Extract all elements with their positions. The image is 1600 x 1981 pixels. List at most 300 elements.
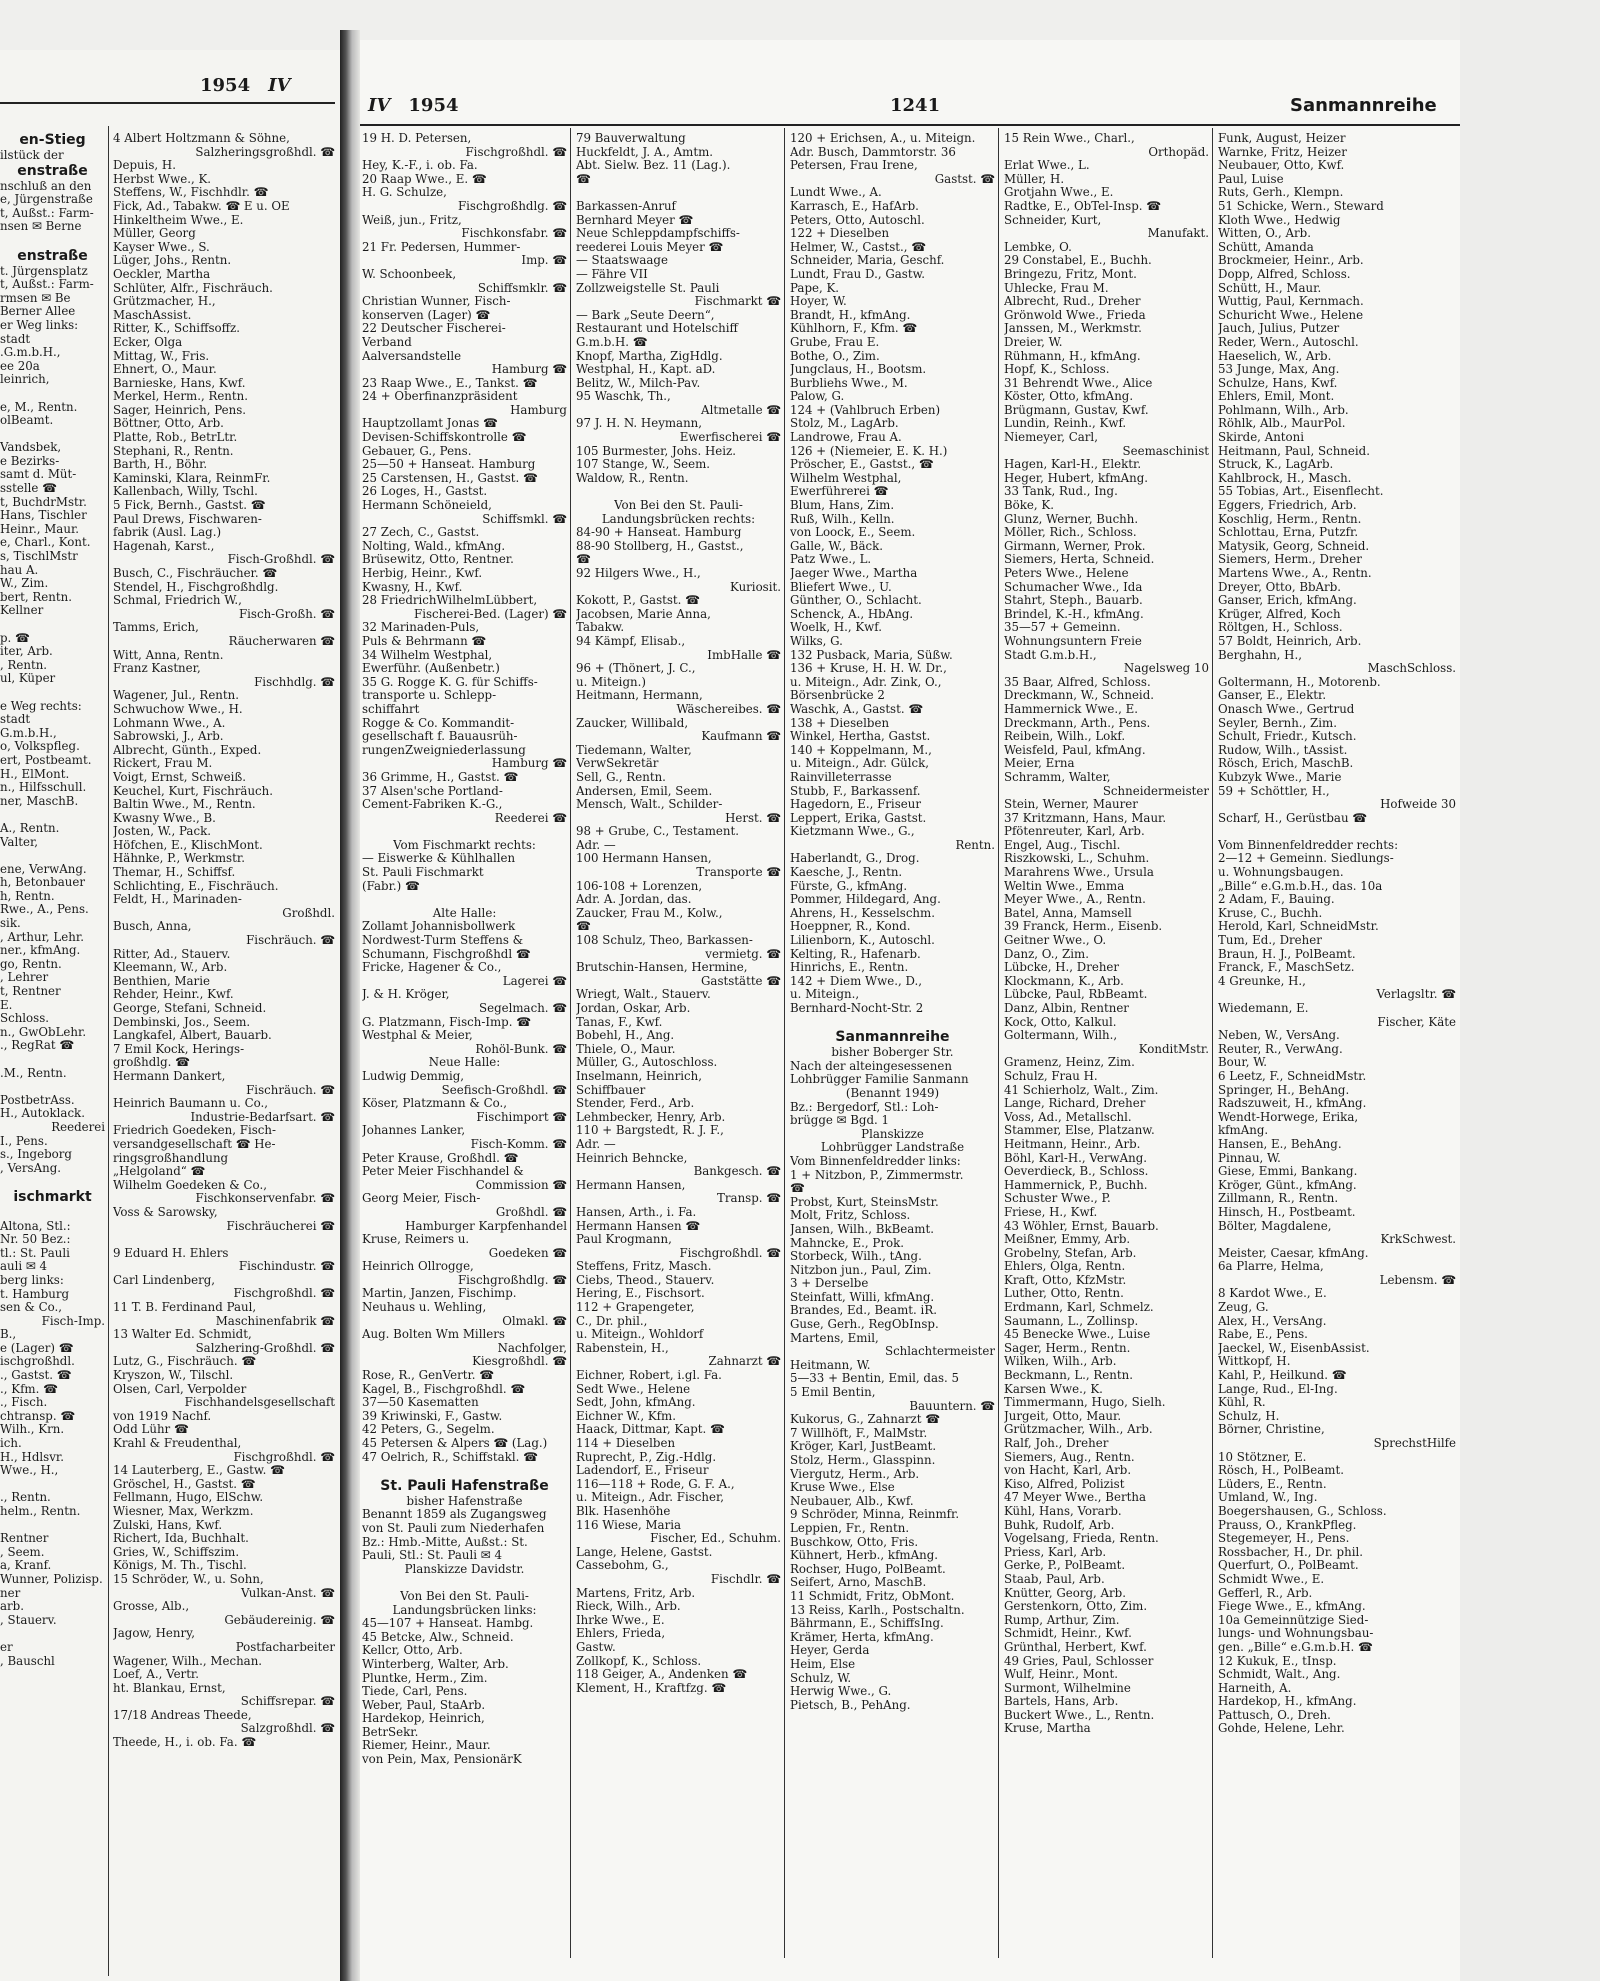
directory-line: Rabenstein, H., (576, 1341, 669, 1355)
directory-line: Schulz, H. (1218, 1409, 1280, 1423)
directory-line: 140 + Koppelmann, M., (790, 743, 932, 757)
directory-line: Fisch-Komm. ☎ (470, 1137, 567, 1151)
directory-line: E. (0, 998, 13, 1012)
directory-line: stadt (0, 332, 31, 346)
directory-line: Neubauer, Otto, Kwf. (1218, 159, 1345, 173)
directory-line: Kleemann, W., Arb. (113, 961, 228, 975)
directory-line: Dreyer, Otto, BbArb. (1218, 580, 1342, 594)
directory-line: Jauch, Julius, Putzer (1218, 322, 1340, 336)
directory-line: 98 + Grube, C., Testament. (576, 825, 739, 839)
directory-line: Neubauer, Alb., Kwf. (790, 1494, 914, 1508)
directory-line: Hofweide 30 (1380, 798, 1456, 812)
directory-line: Ihrke Wwe., E. (576, 1613, 665, 1627)
directory-line: ht. Blankau, Ernst, (113, 1681, 226, 1695)
directory-line: Adr. — (576, 1137, 616, 1151)
directory-line: Jagow, Henry, (113, 1627, 195, 1641)
directory-line: Eichner W., Kfm. (576, 1409, 676, 1423)
directory-line: Sager, Heinrich, Pens. (113, 403, 247, 417)
directory-line: Kryszon, W., Tilschl. (113, 1369, 234, 1383)
directory-line: Lundt, Frau D., Gastw. (790, 267, 926, 281)
directory-line: KrkSchwest. (1380, 1233, 1456, 1247)
directory-line: Kühnert, Herb., kfmAng. (790, 1549, 939, 1563)
directory-line: Rabe, E., Pens. (1218, 1328, 1308, 1342)
directory-line: Vandsbek, (0, 441, 62, 455)
directory-line: Heitmann, Paul, Schneid. (1218, 444, 1370, 458)
directory-line: Hamburg (510, 403, 567, 417)
right-header-year: 1954 (408, 94, 459, 116)
directory-line: 39 Franck, Herm., Eisenb. (1004, 920, 1163, 934)
directory-line: Altmetalle ☎ (701, 403, 781, 417)
directory-line: Feldt, H., Marinaden- (113, 893, 242, 907)
directory-line: Reederei ☎ (494, 811, 567, 825)
directory-line: Lagerei ☎ (502, 974, 567, 988)
directory-line: Jungclaus, H., Bootsm. (790, 363, 927, 377)
directory-line: G.m.b.H., (0, 726, 57, 740)
directory-line: Springer, H., BehAng. (1218, 1083, 1350, 1097)
directory-line: W., Zim. (0, 577, 49, 591)
directory-line: Klockmann, K., Arb. (1004, 974, 1124, 988)
directory-line: Sell, G., Rentn. (576, 770, 666, 784)
directory-line: 28 FriedrichWilhelmLübbert, (362, 594, 538, 608)
directory-line: ischmarkt (13, 1188, 92, 1205)
directory-line: Grünthal, Herbert, Kwf. (1004, 1640, 1147, 1654)
directory-line: Hoeppner, R., Kond. (790, 920, 911, 934)
directory-line: C., Dr. phil., (576, 1314, 648, 1328)
directory-line: Börner, Christine, (1218, 1423, 1325, 1437)
directory-line: 6a Plarre, Helma, (1218, 1260, 1324, 1274)
directory-line: Pape, K. (790, 281, 840, 295)
directory-line: 8 Kardot Wwe., E. (1218, 1287, 1327, 1301)
directory-line (576, 485, 781, 499)
directory-line: Neuhaus u. Wehling, (362, 1301, 487, 1315)
directory-line: Friedrich Goedeken, Fisch- (113, 1124, 276, 1138)
right-header-left (368, 90, 459, 120)
directory-line: 53 Junge, Max, Ang. (1218, 363, 1340, 377)
directory-line: Gastw. (576, 1640, 616, 1654)
directory-line: n., GwObLehr. (0, 1025, 87, 1039)
directory-line: , VersAng. (0, 1161, 62, 1175)
directory-line: Lehmbecker, Henry, Arb. (576, 1110, 726, 1124)
directory-line: Herwig Wwe., G. (790, 1685, 892, 1699)
directory-line: Jaeckel, W., EisenbAssist. (1218, 1341, 1370, 1355)
directory-line: Gebäudereinig. ☎ (224, 1613, 335, 1627)
directory-line: Wäschereibes. ☎ (676, 702, 781, 716)
directory-line: Johannes Lanker, (362, 1124, 466, 1138)
directory-line: Brockmeier, Heinr., Arb. (1218, 254, 1364, 268)
directory-line: Ölmakl. ☎ (502, 1314, 567, 1328)
page-number: 1241 (890, 94, 941, 116)
directory-line: Von Bei den St. Pauli- (614, 499, 743, 513)
directory-line: 14 Lauterberg, E., Gastw. ☎ (113, 1464, 285, 1478)
directory-line: Oeverdieck, B., Schloss. (1004, 1165, 1149, 1179)
directory-line: SprechstHilfe (1373, 1437, 1456, 1450)
directory-line: Dembinski, Jos., Seem. (113, 1015, 251, 1029)
directory-line: 23 Raap Wwe., E., Tankst. ☎ (362, 376, 538, 390)
directory-line: Cassebohm, G., (576, 1559, 669, 1573)
directory-line: Brügmann, Gustav, Kwf. (1004, 403, 1149, 417)
directory-line: Hagedorn, E., Friseur (790, 798, 921, 812)
directory-line: Schiffsrepar. ☎ (240, 1695, 335, 1709)
directory-line: Heinrich Ollrogge, (362, 1260, 474, 1274)
directory-line: 97 J. H. N. Heymann, (576, 417, 703, 431)
directory-line: Klement, H., Kraftfzg. ☎ (576, 1681, 727, 1695)
directory-line (362, 825, 567, 839)
directory-line: Fischmarkt ☎ (694, 295, 781, 309)
directory-line: Fellmann, Hugo, ElSchw. (113, 1491, 264, 1505)
directory-line: Fick, Ad., Tabakw. ☎ E u. OE (113, 199, 290, 213)
directory-line: Günther, O., Schlacht. (790, 594, 922, 608)
directory-line: u. Miteign., Adr. Zink, O., (790, 675, 942, 689)
directory-line: Lübcke, H., Dreher (1004, 961, 1120, 975)
directory-line: transporte u. Schlepp- (362, 689, 497, 703)
directory-line: Hering, E., Fischsort. (576, 1287, 705, 1301)
directory-line: Marahrens Wwe., Ursula (1004, 866, 1154, 880)
directory-line: Tanas, F., Kwf. (576, 1015, 663, 1029)
directory-line: Mensch, Walt., Schilder- (576, 798, 723, 812)
directory-line: Leppert, Erika, Gastst. (790, 811, 927, 825)
directory-line: Rickert, Frau M. (113, 757, 213, 771)
directory-line: Fischkonsfabr. ☎ (461, 227, 567, 241)
directory-line: W. Schoonbeek, (362, 267, 457, 281)
directory-line: 96 + (Thönert, J. C., (576, 662, 696, 676)
directory-line: 9 Eduard H. Ehlers (113, 1246, 229, 1260)
directory-line: Weltin Wwe., Emma (1004, 879, 1125, 893)
directory-line: Skirde, Antoni (1218, 431, 1305, 445)
directory-line: Postfacharbeiter (235, 1640, 335, 1654)
directory-line: enstraße (17, 247, 88, 264)
directory-line: Dreier, W. (1004, 335, 1063, 349)
directory-line: Ehlers, Olga, Rentn. (1004, 1260, 1126, 1274)
directory-line: 57 Boldt, Heinrich, Arb. (1218, 634, 1362, 648)
directory-line: Schiffsmkl. ☎ (482, 512, 567, 526)
directory-line: , Stauerv. (0, 1613, 57, 1627)
directory-line: hau A. (0, 563, 39, 577)
directory-line: tl.: St. Pauli (0, 1246, 70, 1260)
directory-line: Wilhelm Goedeken & Co., (113, 1178, 267, 1192)
directory-line: Köser, Platzmann & Co., (362, 1097, 508, 1111)
directory-line (0, 1478, 105, 1492)
directory-line: Jurgeit, Otto, Maur. (1004, 1409, 1122, 1423)
directory-line: u. Miteign., (790, 988, 860, 1002)
left-page (0, 50, 340, 1981)
directory-line: Lange, Richard, Dreher (1004, 1097, 1146, 1111)
directory-line: Ahrens, H., Kesselschm. (790, 906, 935, 920)
directory-line: sik. (0, 917, 21, 931)
directory-line: Hermann Schöneield, (362, 499, 492, 513)
directory-line: Albrecht, Rud., Dreher (1004, 295, 1141, 309)
directory-line: 24 + Oberfinanzpräsident (362, 390, 518, 404)
directory-line: Niemeyer, Carl, (1004, 431, 1098, 445)
directory-line: Umland, W., Ing. (1218, 1491, 1318, 1505)
directory-line: versandgesellschaft ☎ He- (113, 1137, 276, 1151)
directory-line: Belitz, W., Milch-Pav. (576, 376, 701, 390)
directory-line: Schiffsmklr. ☎ (477, 281, 567, 295)
directory-line: enstraße (17, 162, 88, 179)
directory-line: Pinnau, W. (1218, 1151, 1281, 1165)
directory-line: Landungsbrücken links: (392, 1603, 537, 1617)
directory-line: Bliefert Wwe., U. (790, 580, 892, 594)
directory-line: Industrie-Bedarfsart. ☎ (190, 1110, 335, 1124)
directory-line: 37 Alsen'sche Portland- (362, 784, 503, 798)
directory-line: Rühmann, H., kfmAng. (1004, 349, 1141, 363)
directory-line: 51 Schicke, Wern., Steward (1218, 199, 1384, 213)
directory-line: Herbst Wwe., K. (113, 172, 212, 186)
directory-line: MaschAssist. (113, 308, 192, 322)
directory-line: Alte Halle: (432, 906, 497, 920)
directory-line: Nagelsweg 10 (1123, 662, 1209, 676)
right-divider-4 (1212, 128, 1213, 1958)
directory-line: Fischgroßhdlg. ☎ (457, 199, 567, 213)
directory-line: I., Pens. (0, 1134, 48, 1148)
left-main-column (113, 132, 335, 1750)
directory-line: Schütt, Amanda (1218, 240, 1314, 254)
directory-line: ene, VerwAng. (0, 862, 87, 876)
directory-line: Schneider, Maria, Geschf. (790, 254, 945, 268)
directory-line: ert, Postbeamt. (0, 753, 92, 767)
directory-line: n., Hilfsschull. (0, 781, 87, 795)
directory-line: Schloss. (0, 1012, 50, 1026)
directory-line: Peter Meier Fischhandel & (362, 1165, 524, 1179)
directory-line: Olsen, Carl, Verpolder (113, 1382, 247, 1396)
directory-line: 110 + Bargstedt, R. J. F., (576, 1124, 724, 1138)
directory-line: Brandes, Ed., Beamt. iR. (790, 1304, 937, 1318)
directory-line: Schneidermeister (1102, 784, 1209, 798)
directory-line: Von Bei den St. Pauli- (400, 1589, 529, 1603)
directory-line: Müller, Georg (113, 227, 196, 241)
directory-line: Abt. Sielw. Bez. 11 (Lag.). (576, 159, 731, 173)
directory-line: gesellschaft f. Bauausrüh- (362, 730, 518, 744)
directory-line: Nolting, Wald., kfmAng. (362, 539, 506, 553)
directory-line: Kellcr, Otto, Arb. (362, 1644, 463, 1658)
directory-line: Vom Binnenfeldredder links: (790, 1154, 961, 1168)
directory-line: Schramm, Walter, (1004, 770, 1111, 784)
directory-line: Benannt 1859 als Zugangsweg (362, 1508, 547, 1522)
directory-line: Sanmannreihe (835, 1029, 950, 1046)
directory-line: — Fähre VII (576, 267, 648, 281)
directory-line: Alex, H., VersAng. (1218, 1314, 1327, 1328)
directory-line: Räucherwaren ☎ (228, 634, 335, 648)
directory-line: Herold, Karl, SchneidMstr. (1218, 920, 1379, 934)
directory-line: ☎ (576, 172, 591, 186)
directory-line: Hardekop, Heinrich, (362, 1712, 485, 1726)
directory-line: Kwasny Wwe., B. (113, 811, 216, 825)
directory-line: Helmer, W., Castst., ☎ (790, 240, 926, 254)
directory-line: Querfurt, O., PolBeamt. (1218, 1559, 1359, 1573)
directory-line: Cement-Fabriken K.-G., (362, 798, 503, 812)
directory-line: Tamms, Erich, (113, 621, 199, 635)
directory-line: ., Gastst. ☎ (0, 1369, 72, 1383)
directory-line: er (0, 1640, 13, 1654)
directory-line: Böke, K. (1004, 499, 1054, 513)
directory-line: ischgroßhdl. (0, 1355, 75, 1369)
directory-line: Rehder, Heinr., Kwf. (113, 988, 234, 1002)
directory-line: Paul, Luise (1218, 172, 1284, 186)
directory-line: Richert, Ida, Buchhalt. (113, 1532, 249, 1546)
directory-line: schiffahrt (362, 702, 420, 716)
directory-line: arb. (0, 1600, 24, 1614)
directory-line: Bährmann, E., SchiffsIng. (790, 1617, 944, 1631)
directory-line: ner, MaschB. (0, 794, 79, 808)
directory-line: Segelmach. ☎ (479, 1002, 567, 1015)
directory-line: Bernhard Meyer ☎ (576, 213, 694, 227)
directory-line: Zillmann, R., Rentn. (1218, 1192, 1339, 1206)
directory-line: Heitmann, W. (790, 1358, 871, 1372)
directory-line: 35 Baar, Alfred, Schloss. (1004, 675, 1151, 689)
directory-line: bisher Boberger Str. (831, 1046, 954, 1060)
directory-line: Ritter, Ad., Stauerv. (113, 947, 231, 961)
directory-line: Waldow, R., Rentn. (576, 471, 689, 485)
directory-line: Sabrowski, J., Arb. (113, 730, 224, 744)
directory-line: Devisen-Schiffskontrolle ☎ (362, 431, 527, 445)
left-header-volume: IV (268, 74, 291, 96)
directory-line: 26 Loges, H., Gastst. (362, 485, 488, 499)
directory-line: Witten, O., Arb. (1218, 227, 1311, 241)
directory-line: von St. Pauli zum Niederhafen (362, 1521, 545, 1535)
directory-line: 17/18 Andreas Theede, (113, 1708, 252, 1722)
directory-line: Wilken, Wilh., Arb. (1004, 1355, 1117, 1369)
directory-line (0, 234, 105, 248)
directory-line: 43 Wöhler, Ernst, Bauarb. (1004, 1219, 1159, 1233)
directory-line: St. Pauli Fischmarkt (362, 866, 484, 880)
directory-line: lungs- und Wohnungsbau- (1218, 1627, 1374, 1641)
directory-line: — Staatswaage (576, 254, 668, 268)
directory-line: Hamburger Karpfenhandel (405, 1219, 567, 1233)
directory-line: Grosse, Alb., (113, 1600, 190, 1614)
directory-line: Bothe, O., Zim. (790, 349, 880, 363)
directory-line: ner., kfmAng. (0, 944, 81, 958)
directory-line: Höfchen, E., KlischMont. (113, 838, 263, 852)
directory-line: Adr. Busch, Dammtorstr. 36 (790, 145, 956, 159)
directory-line (0, 1519, 105, 1533)
right-header-volume: IV (368, 94, 391, 116)
directory-line: Fischgroßhdl. ☎ (233, 1450, 335, 1464)
directory-line: Storbeck, Wilh., tAng. (790, 1250, 922, 1264)
directory-line: e, Jürgenstraße (0, 193, 93, 207)
directory-line: 4 Albert Holtzmann & Söhne, (113, 132, 290, 145)
directory-line: Eichner, Robert, i.gl. Fa. (576, 1369, 722, 1383)
directory-line: olBeamt. (0, 414, 54, 428)
directory-line: samt d. Müt- (0, 468, 77, 482)
directory-line: Grützmacher, H., (113, 295, 216, 309)
directory-line: Rossbacher, H., Dr. phil. (1218, 1545, 1363, 1559)
directory-line: Lübcke, Paul, RbBeamt. (1004, 988, 1148, 1002)
directory-line: von Pein, Max, PensionärK (362, 1753, 522, 1767)
directory-line: Depuis, H. (113, 159, 176, 173)
directory-line: Woelk, H., Kwf. (790, 621, 882, 635)
directory-line: Ganser, Erich, kfmAng. (1218, 594, 1357, 608)
directory-line: Georg Meier, Fisch- (362, 1192, 481, 1206)
directory-line: Kühl, Hans, Vorarb. (1004, 1504, 1122, 1518)
directory-line: 105 Burmester, Johs. Heiz. (576, 444, 736, 458)
directory-line: Karrasch, E., HafArb. (790, 199, 919, 213)
directory-line: 45 Betcke, Alw., Schneid. (362, 1630, 514, 1644)
directory-line: Bartels, Hans, Arb. (1004, 1695, 1119, 1709)
directory-line: konserven (Lager) ☎ (362, 308, 491, 322)
directory-line: G. Platzmann, Fisch-Imp. ☎ (362, 1015, 531, 1029)
directory-line: Altona, Stl.: (0, 1219, 71, 1233)
directory-line: Hauptzollamt Jonas ☎ (362, 417, 498, 431)
directory-line: Kruse, Martha (1004, 1722, 1091, 1736)
directory-line: Lundt Wwe., A. (790, 186, 882, 200)
directory-line: Kagel, B., Fischgroßhdl. ☎ (362, 1382, 526, 1396)
directory-line: Ehlers, Frieda, (576, 1627, 666, 1641)
directory-line: Lange, Helene, Gastst. (576, 1545, 713, 1559)
directory-line: 35—57 + Gemeinn. (1004, 621, 1121, 635)
directory-line: Glunz, Werner, Buchh. (1004, 512, 1139, 526)
directory-line (0, 387, 105, 401)
directory-line: Transporte ☎ (696, 866, 781, 880)
directory-line: Fischhdlg. ☎ (254, 675, 335, 689)
directory-line: 10a Gemeinnützige Sied- (1218, 1613, 1369, 1627)
directory-line: Inselmann, Heinrich, (576, 1069, 702, 1083)
directory-line: 29 Constabel, E., Buchh. (1004, 254, 1152, 268)
directory-line: 49 Gries, Paul, Schlosser (1004, 1654, 1154, 1668)
directory-line: Reder, Wern., Autoschl. (1218, 335, 1359, 349)
directory-line: Jaeger Wwe., Martha (790, 567, 918, 580)
directory-line: Kühl, R. (1218, 1396, 1266, 1410)
directory-line: Adr. — (576, 838, 616, 852)
directory-line: Waschk, A., Gastst. ☎ (790, 702, 924, 716)
directory-line: Valter, (0, 835, 39, 849)
directory-line: fabrik (Ausl. Lag.) (113, 526, 222, 540)
directory-line: Ecker, Olga (113, 335, 183, 349)
directory-line: Stegemeyer, H., Pens. (1218, 1532, 1350, 1546)
directory-line: Verband (362, 335, 412, 349)
directory-line: Adr. A. Jordan, das. (576, 893, 692, 907)
directory-line: Neben, W., VersAng. (1218, 1029, 1340, 1043)
right-header-rule (360, 124, 1460, 126)
directory-line: Kiesgroßhdl. ☎ (472, 1355, 567, 1369)
directory-line: Albrecht, Günth., Exped. (113, 743, 262, 757)
directory-line: 37 Kritzmann, Hans, Maur. (1004, 811, 1167, 825)
directory-line: berg links: (0, 1273, 64, 1287)
directory-line: Paul Drews, Fischwaren- (113, 512, 262, 526)
directory-line: Salzgroßhdl. ☎ (240, 1722, 335, 1736)
directory-line: Wiesner, Max, Werkzm. (113, 1504, 254, 1518)
right-margin (1460, 0, 1600, 1981)
directory-line: Schumann, Fischgroßhdl ☎ (362, 947, 531, 961)
directory-line: H., Autoklack. (0, 1107, 85, 1121)
directory-line: Pröscher, E., Gastst., ☎ (790, 458, 934, 472)
directory-line: Hermann Hansen ☎ (576, 1219, 701, 1233)
directory-line: 94 Kämpf, Elisab., (576, 634, 686, 648)
directory-line: er Weg links: (0, 318, 79, 332)
directory-line: Salzhering-Großhdl. ☎ (195, 1341, 335, 1355)
directory-line: 108 Schulz, Theo, Barkassen- (576, 934, 753, 948)
directory-line: 47 Meyer Wwe., Bertha (1004, 1491, 1146, 1505)
directory-line: t, BuchdrMstr. (0, 495, 87, 509)
directory-line: Funk, August, Heizer (1218, 132, 1346, 145)
directory-line: Luther, Otto, Rentn. (1004, 1287, 1124, 1301)
directory-line: Wilh., Krn. (0, 1423, 65, 1437)
directory-line: Fisch-Großh. ☎ (238, 607, 335, 621)
directory-line: Goltermann, H., Motorenb. (1218, 675, 1381, 689)
directory-line: Zahnarzt ☎ (708, 1355, 781, 1369)
directory-line: Janssen, M., Werkmstr. (1004, 322, 1142, 336)
directory-line: Peters, Otto, Autoschl. (790, 213, 925, 227)
directory-line: 142 + Diem Wwe., D., (790, 974, 923, 988)
directory-line: 45—107 + Hanseat. Hambg. (362, 1617, 534, 1631)
directory-line: Kröger, Karl, JustBeamt. (790, 1440, 937, 1454)
directory-line: Schenck, A., HbAng. (790, 607, 914, 621)
directory-line: Voss, Ad., Metallschl. (1004, 1110, 1132, 1124)
directory-line: Meier, Erna (1004, 757, 1075, 771)
directory-line: Puls & Behrmann ☎ (362, 634, 487, 648)
directory-line: Pfötenreuter, Karl, Arb. (1004, 825, 1145, 839)
directory-line: Buschkow, Otto, Fris. (790, 1535, 919, 1549)
directory-line: Zeug, G. (1218, 1301, 1269, 1315)
left-header-rule (0, 102, 335, 104)
